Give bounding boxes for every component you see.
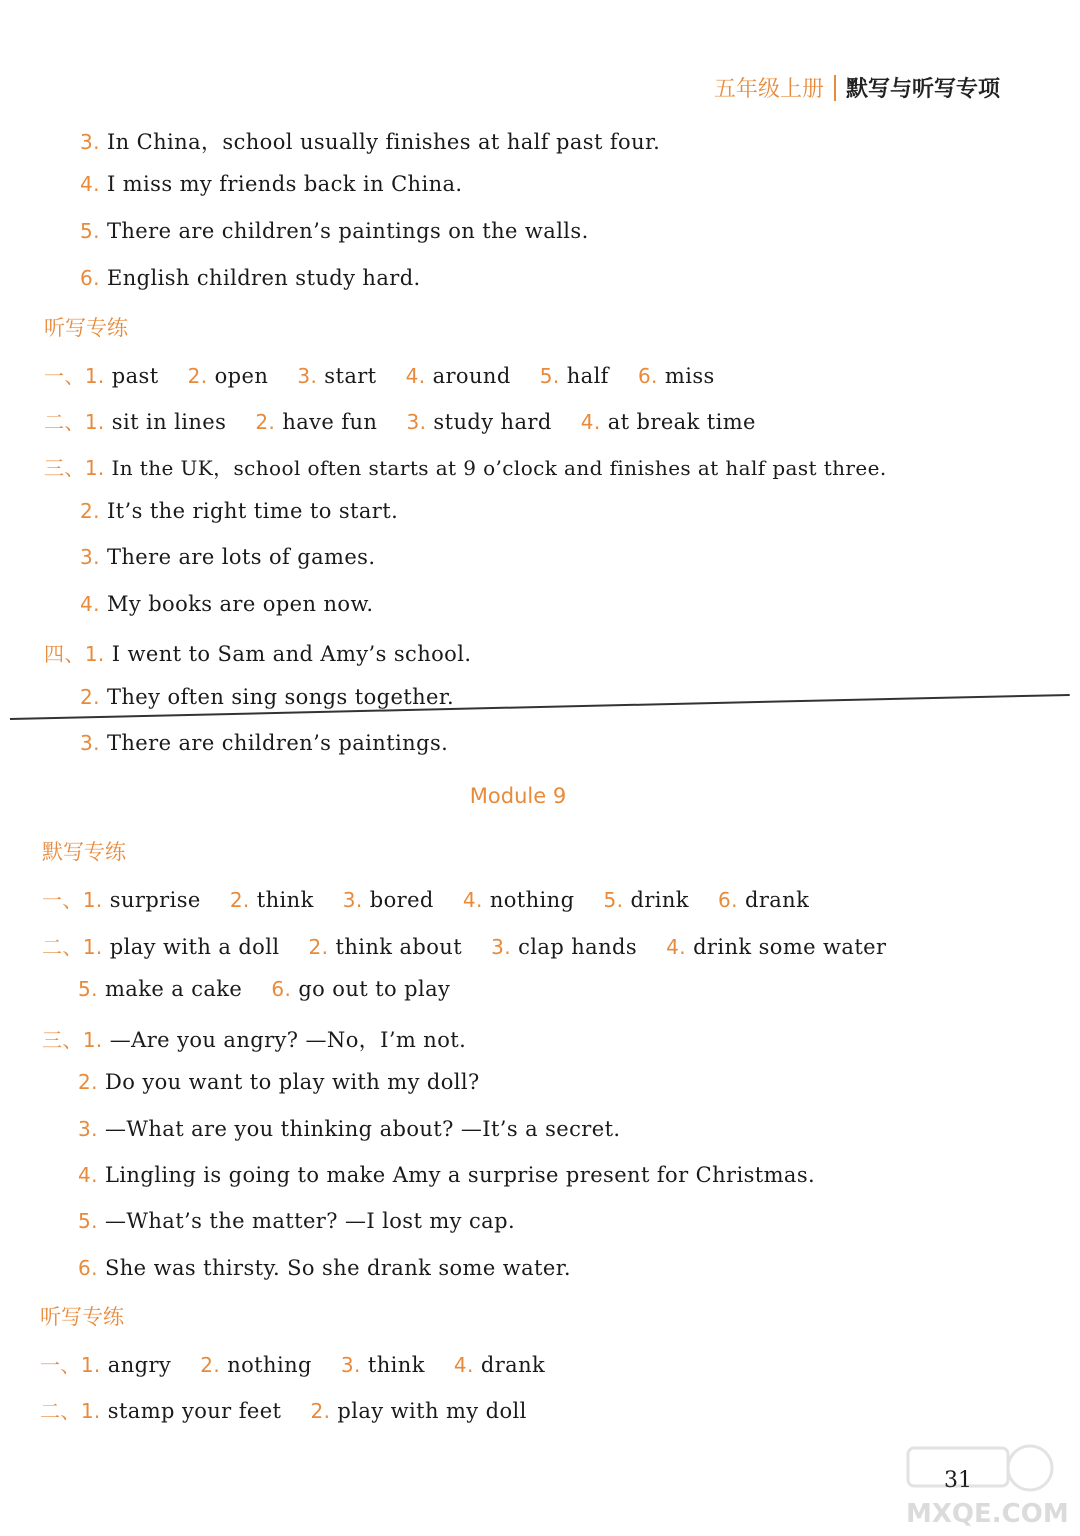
page-header bbox=[714, 72, 1000, 103]
answer-line: 2. They often sing songs together. bbox=[80, 685, 455, 709]
answer-line: 4. I miss my friends back in China. bbox=[80, 172, 463, 196]
answer-line: 一、1. past 2. open 3. start 4. around 5. half 6. miss bbox=[44, 364, 715, 388]
answer-line: 三、1. —Are you angry? —No，I’m not. bbox=[42, 1028, 467, 1052]
answer-line: 6. She was thirsty. So she drank some water. bbox=[78, 1256, 571, 1280]
answer-line: 4. My books are open now. bbox=[80, 592, 374, 616]
answer-line: 四、1. I went to Sam and Amy’s school. bbox=[44, 642, 472, 666]
page-number: 31 bbox=[944, 1468, 972, 1493]
section-heading: 听写专练 bbox=[40, 1305, 124, 1329]
answer-line: 6. English children study hard. bbox=[80, 266, 421, 290]
answer-line: 一、1. angry 2. nothing 3. think 4. drank bbox=[40, 1353, 546, 1377]
answer-line: 3. There are lots of games. bbox=[80, 545, 376, 569]
section-heading: 默写专练 bbox=[42, 840, 126, 864]
answer-line: 5. There are children’s paintings on the walls. bbox=[80, 219, 589, 243]
watermark-logo bbox=[900, 1440, 1070, 1530]
answer-line: 二、1. play with a doll 2. think about 3. clap hands 4. drink some water bbox=[42, 935, 887, 959]
answer-line: 二、1. stamp your feet 2. play with my doll bbox=[40, 1399, 527, 1423]
series-title: 默写与听写专项 bbox=[845, 77, 1000, 102]
answer-line: 二、1. sit in lines 2. have fun 3. study hard 4. at break time bbox=[44, 410, 756, 434]
section-heading: 听写专练 bbox=[44, 316, 128, 340]
answer-line: 三、1. In the UK，school often starts at 9 o’clock and finishes at half past three. bbox=[44, 456, 887, 480]
answer-line: 2. Do you want to play with my doll? bbox=[78, 1070, 480, 1094]
answer-line: 3. —What are you thinking about? —It’s a secret. bbox=[78, 1117, 621, 1141]
header-divider bbox=[834, 75, 836, 101]
answer-line: 3. In China，school usually finishes at half past four. bbox=[80, 130, 661, 154]
answer-line: 5. make a cake 6. go out to play bbox=[78, 977, 451, 1001]
grade-label: 五年级上册 bbox=[713, 77, 824, 102]
answer-line: 2. It’s the right time to start. bbox=[80, 499, 399, 523]
answer-line: 一、1. surprise 2. think 3. bored 4. nothing 5. drink 6. drank bbox=[42, 888, 810, 912]
answer-line: 4. Lingling is going to make Amy a surprise present for Christmas. bbox=[78, 1163, 816, 1187]
answer-line: 3. There are children’s paintings. bbox=[80, 731, 449, 755]
module-title: Module 9 bbox=[469, 784, 567, 808]
answer-line: 5. —What’s the matter? —I lost my cap. bbox=[78, 1209, 516, 1233]
watermark-text: MXQE.COM bbox=[906, 1499, 1069, 1529]
